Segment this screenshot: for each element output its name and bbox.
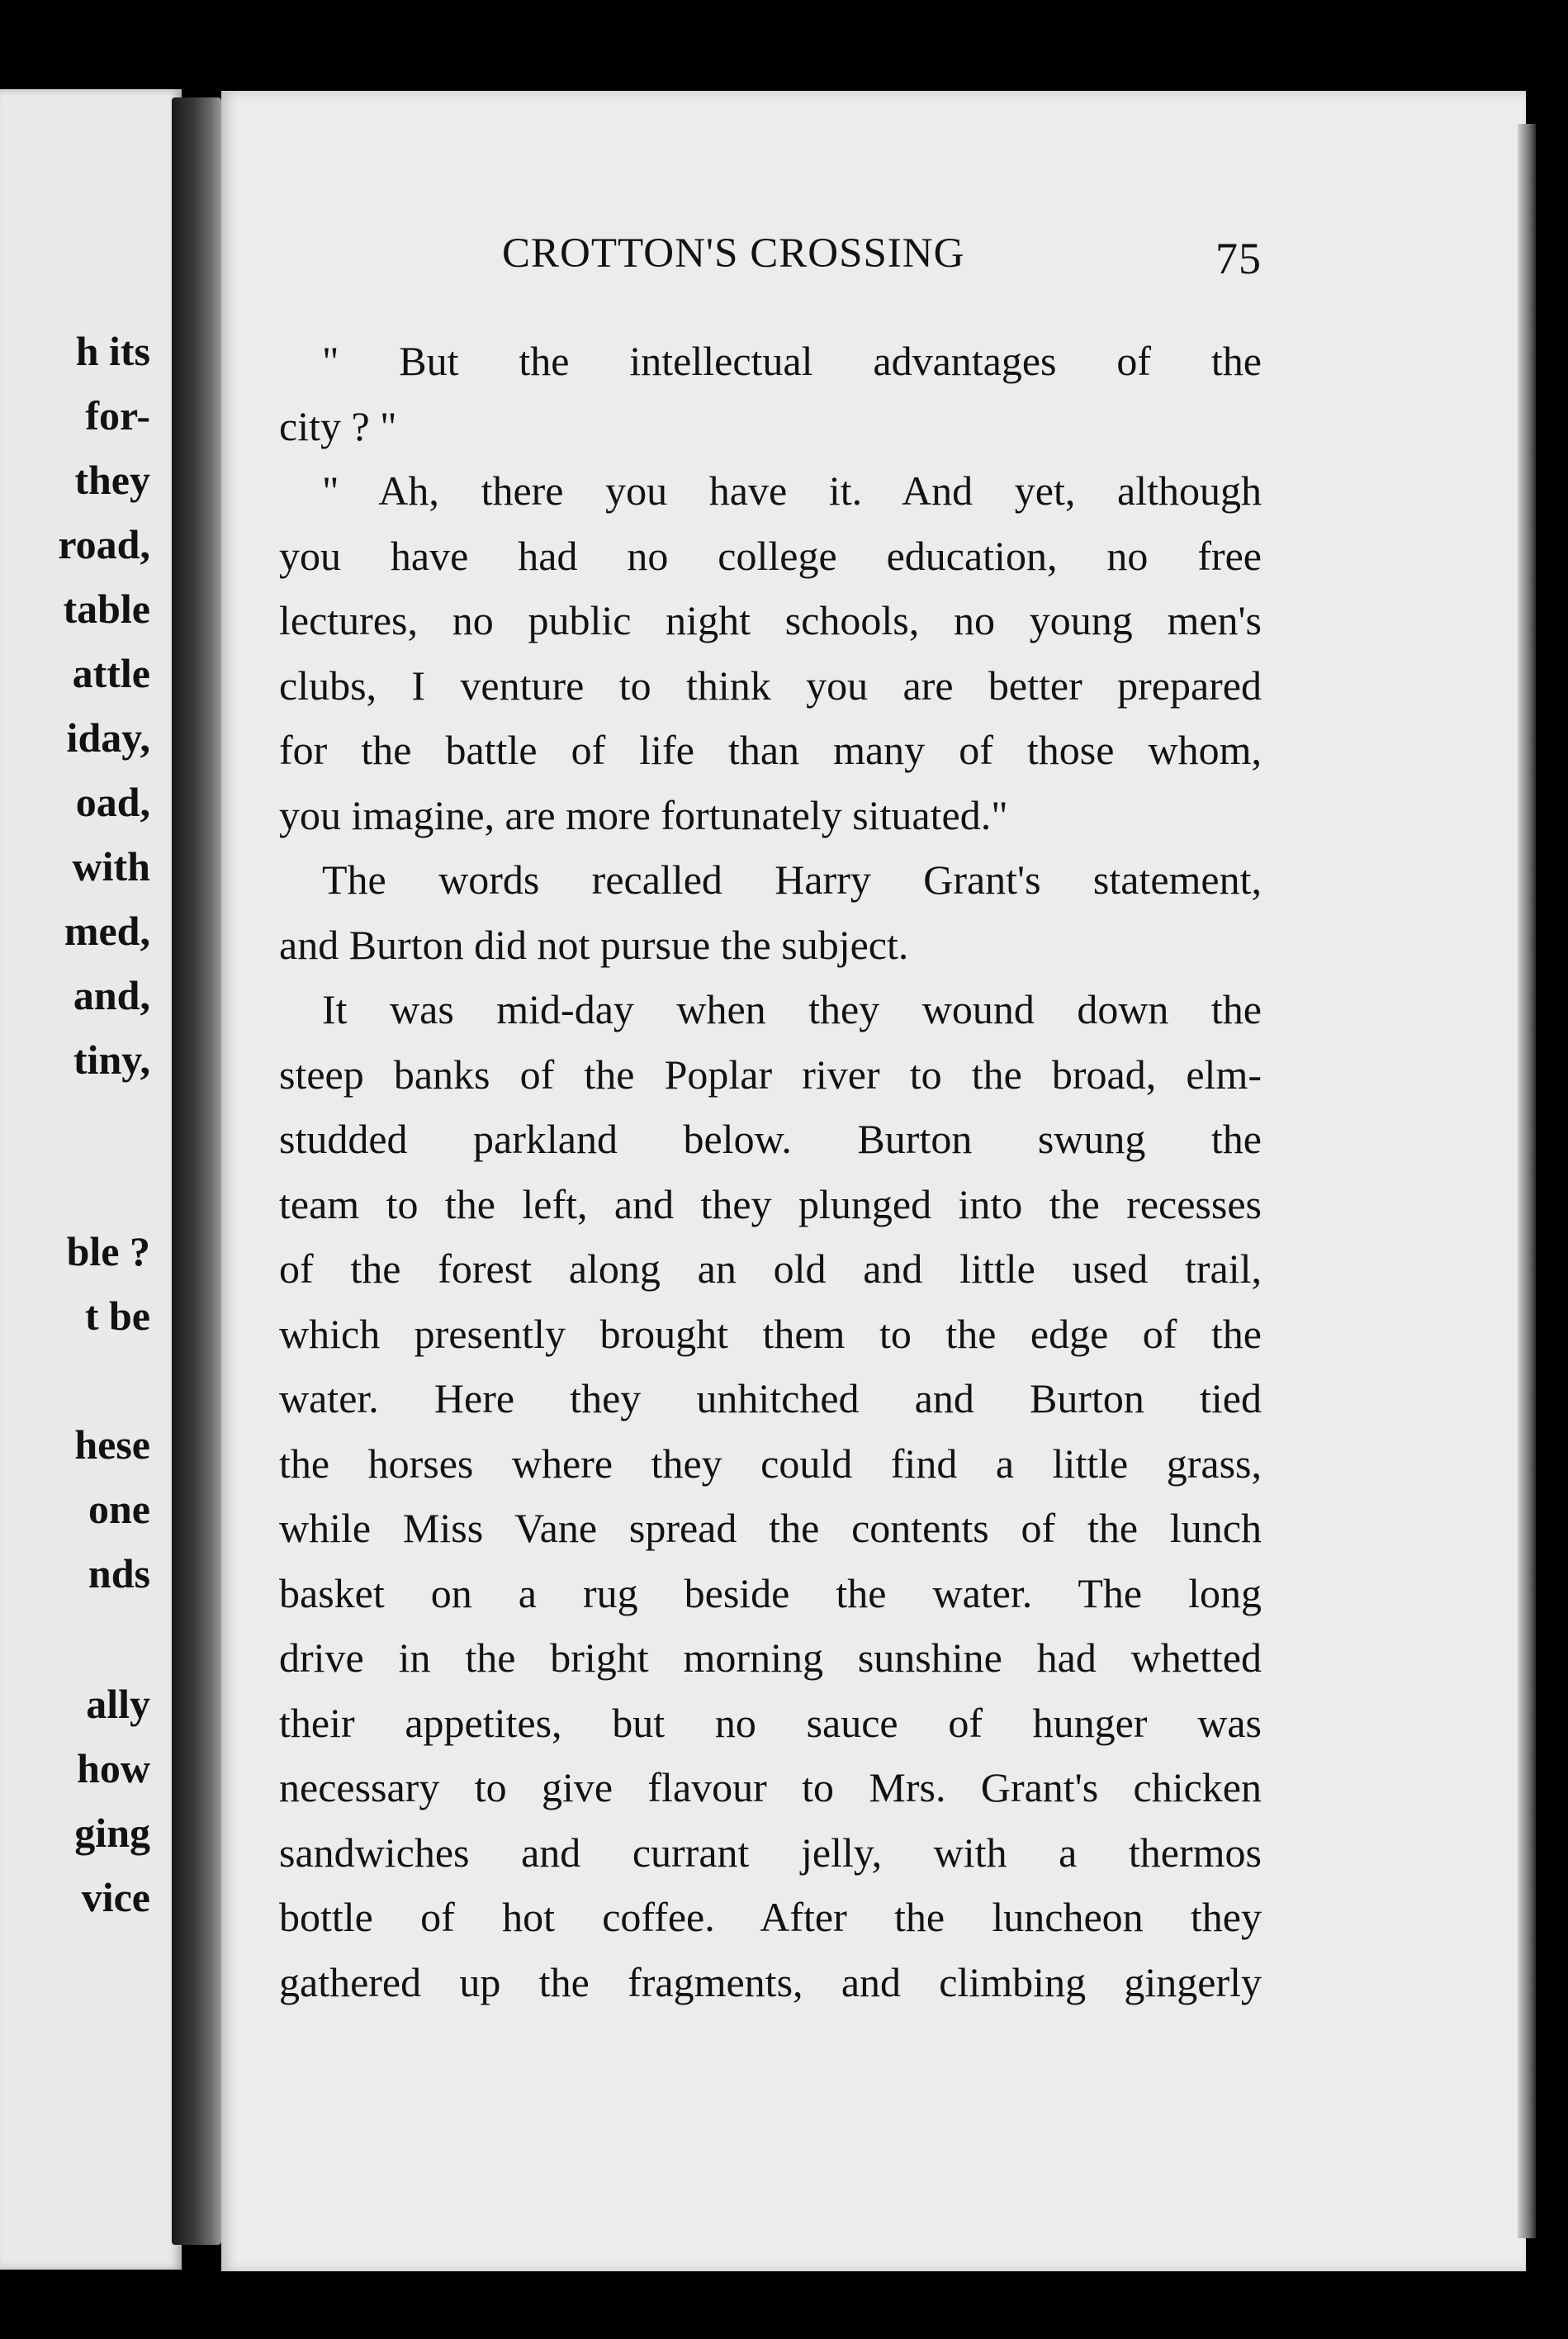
left-page-line: ble ? — [66, 1228, 150, 1274]
text-line: clubs, I venture to think you are better prepared — [279, 662, 1262, 709]
left-page-line: med, — [64, 908, 150, 954]
text-line: gathered up the fragments, and climbing gingerly — [279, 1958, 1262, 2005]
left-page-line: they — [74, 457, 150, 503]
text-line: The words recalled Harry Grant's statement, — [322, 856, 1262, 903]
text-line: you imagine, are more fortunately situated." — [279, 791, 1008, 838]
text-line: while Miss Vane spread the contents of the lunch — [279, 1505, 1262, 1551]
text-line: you have had no college education, no free — [279, 532, 1262, 579]
text-line: bottle of hot coffee. After the luncheon they — [279, 1894, 1262, 1940]
text-line: It was mid-day when they wound down the — [322, 986, 1262, 1032]
text-line: steep banks of the Poplar river to the broad, elm- — [279, 1051, 1262, 1098]
text-line: sandwiches and currant jelly, with a thermos — [279, 1829, 1262, 1876]
left-page-line: with — [72, 843, 150, 890]
left-page-line: road, — [58, 521, 150, 567]
text-line: necessary to give flavour to Mrs. Grant's chicken — [279, 1764, 1262, 1810]
left-page-line: table — [63, 586, 150, 632]
text-line: drive in the bright morning sunshine had whetted — [279, 1634, 1262, 1681]
text-line: studded parkland below. Burton swung the — [279, 1116, 1262, 1162]
left-page-line: oad, — [75, 779, 150, 825]
text-line: for the battle of life than many of those whom, — [279, 727, 1262, 773]
text-line: basket on a rug beside the water. The long — [279, 1569, 1262, 1616]
text-line: lectures, no public night schools, no young men's — [279, 597, 1262, 643]
text-line: of the forest along an old and little used trail, — [279, 1245, 1262, 1292]
left-page-line: attle — [72, 650, 150, 696]
book-gutter — [172, 97, 221, 2245]
left-page-line: vice — [81, 1874, 150, 1920]
text-line: " But the intellectual advantages of the — [322, 338, 1262, 384]
left-page — [0, 89, 182, 2270]
page-number: 75 — [1215, 234, 1262, 283]
left-page-line: ging — [74, 1810, 150, 1856]
left-page-line: t be — [84, 1293, 150, 1339]
left-page-line: h its — [75, 328, 150, 374]
left-page-line: how — [77, 1745, 150, 1791]
text-line: their appetites, but no sauce of hunger was — [279, 1699, 1262, 1746]
left-page-line: nds — [88, 1550, 150, 1596]
left-page-line: ally — [86, 1681, 150, 1727]
text-line: team to the left, and they plunged into the recesses — [279, 1180, 1262, 1227]
text-line: water. Here they unhitched and Burton tied — [279, 1375, 1262, 1421]
text-line: city ? " — [279, 402, 397, 449]
left-page-line: tiny, — [73, 1037, 150, 1083]
running-title: CROTTON'S CROSSING — [502, 230, 965, 277]
page-edge — [1518, 124, 1536, 2238]
left-page-line: for- — [85, 392, 150, 439]
text-line: the horses where they could find a little grass, — [279, 1440, 1262, 1487]
text-line: which presently brought them to the edge of the — [279, 1310, 1262, 1357]
left-page-line: hese — [74, 1421, 150, 1468]
left-page-line: iday, — [66, 714, 150, 761]
left-page-line: and, — [73, 972, 150, 1018]
body-text — [279, 329, 1262, 2014]
text-line: and Burton did not pursue the subject. — [279, 921, 909, 968]
text-line: " Ah, there you have it. And yet, although — [322, 467, 1262, 514]
left-page-line: one — [88, 1486, 150, 1532]
